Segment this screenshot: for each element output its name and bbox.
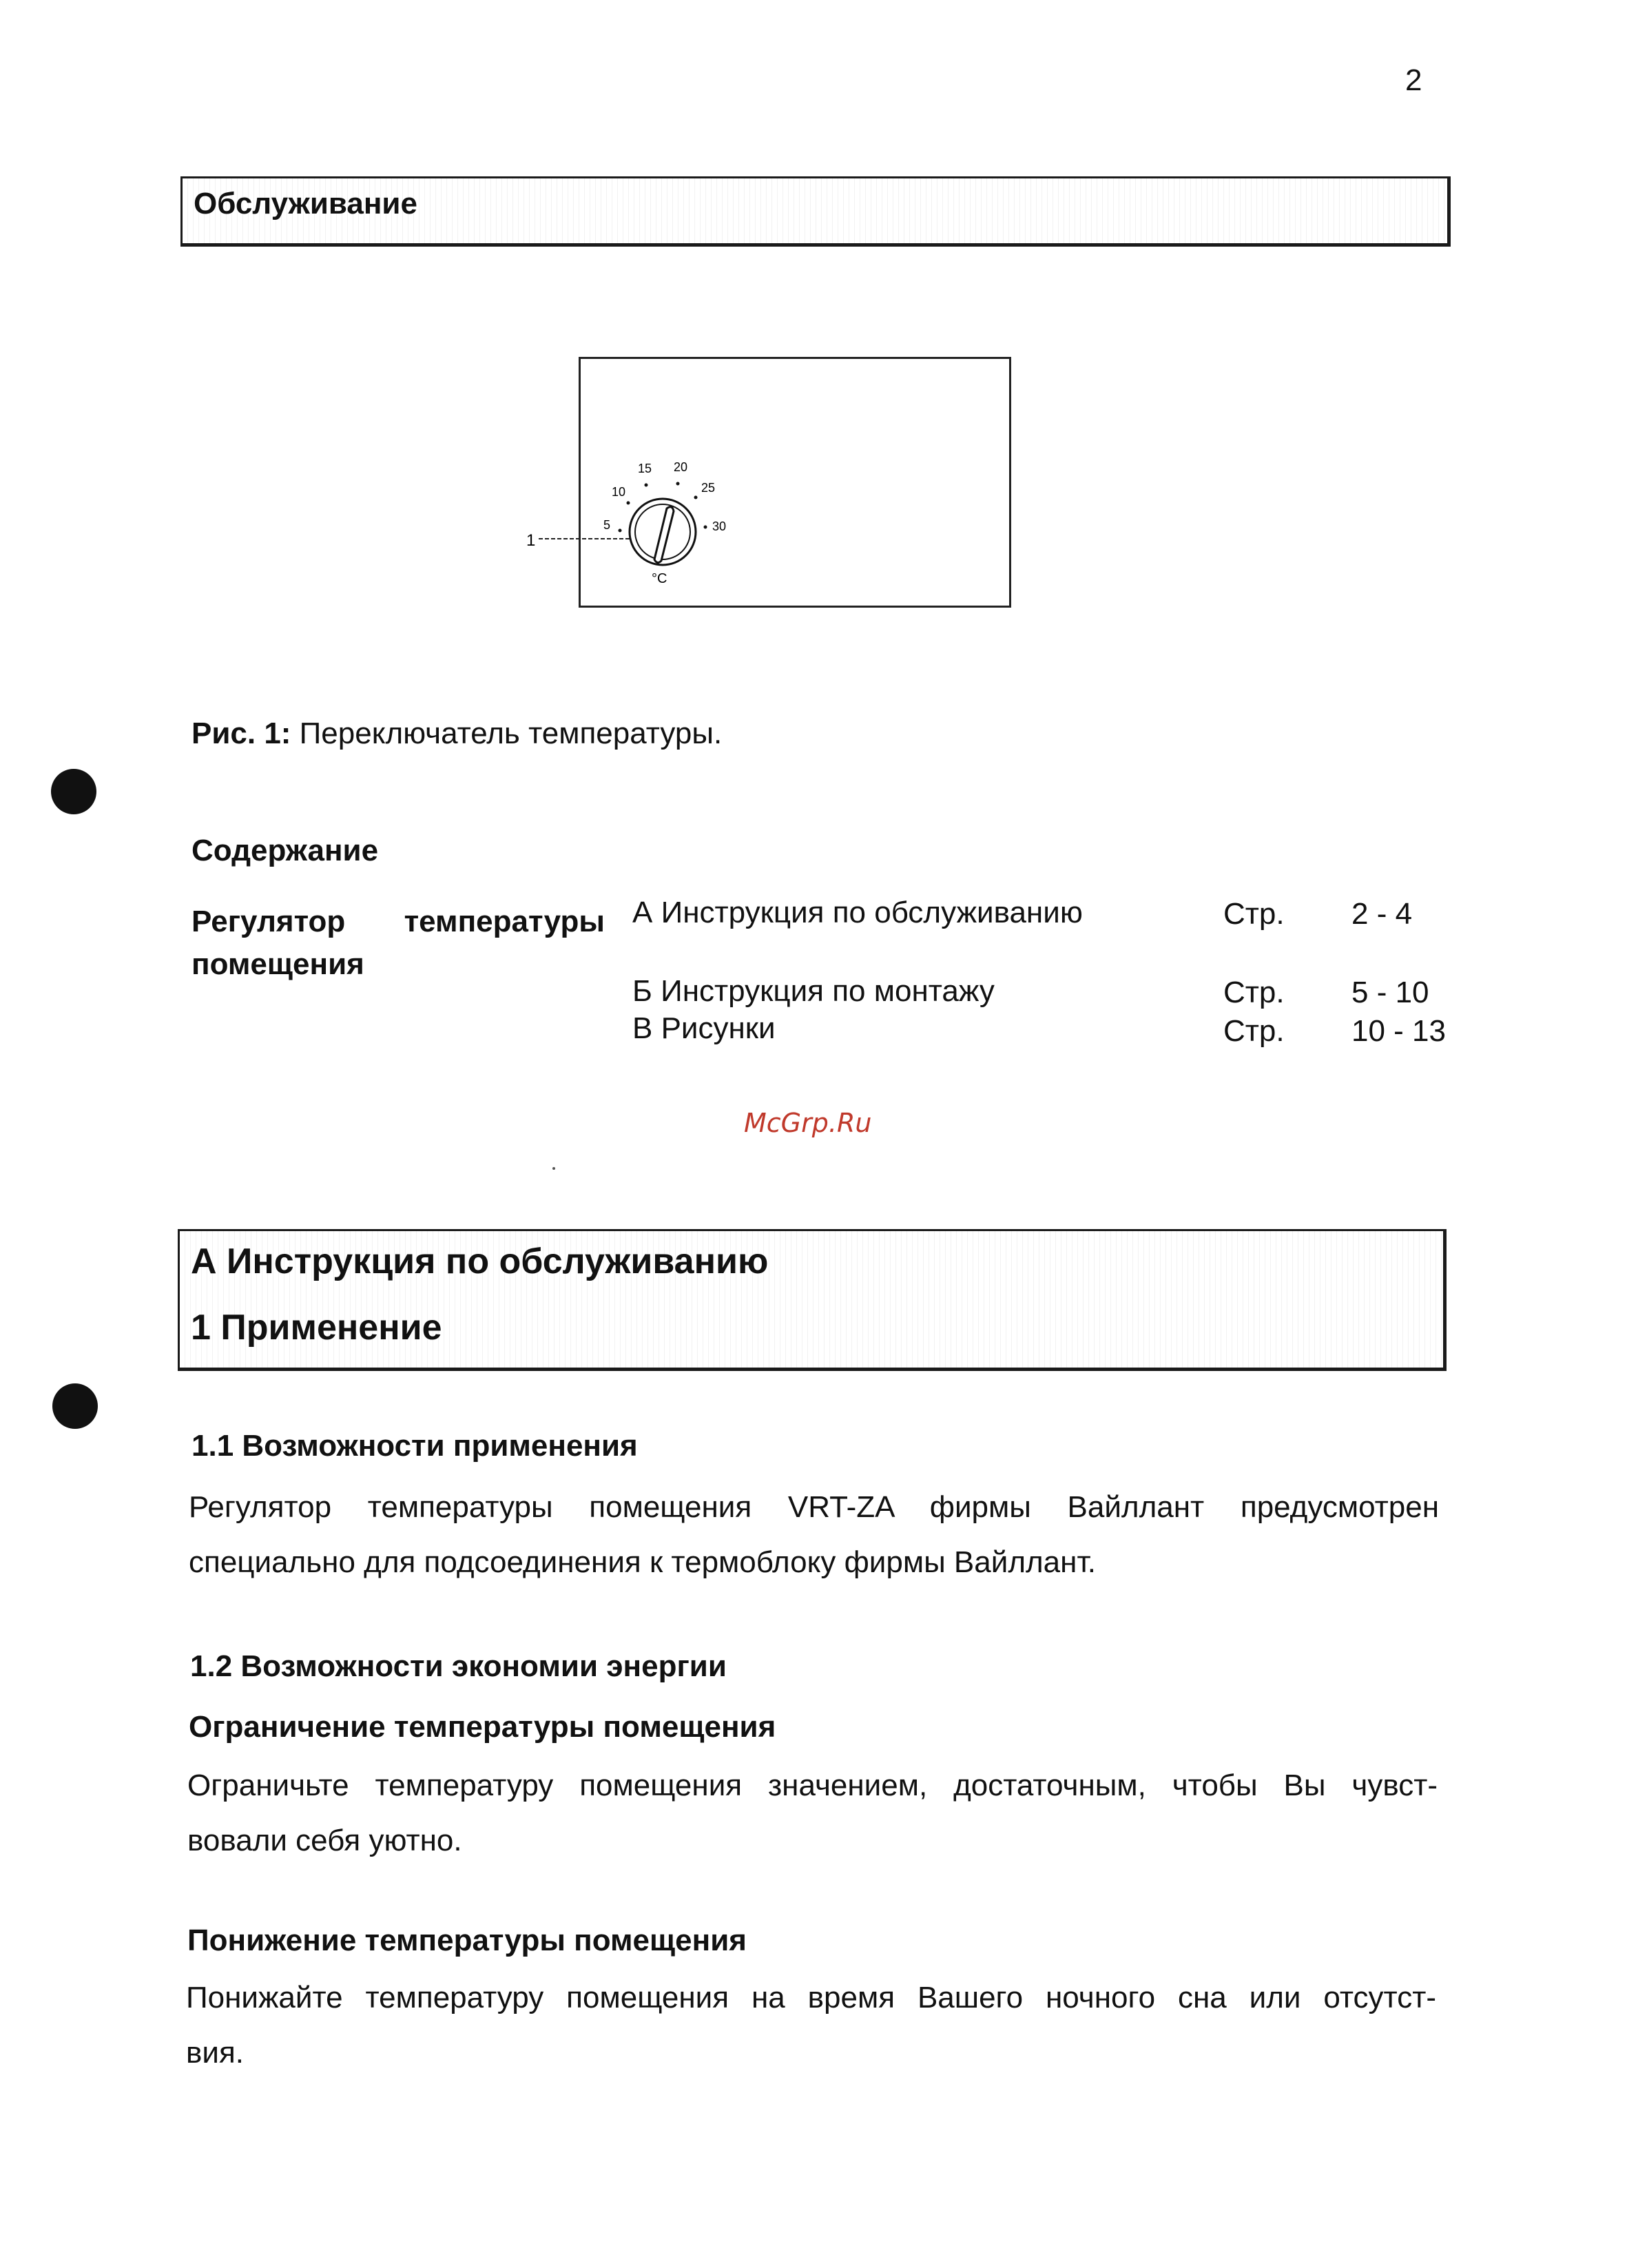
section-box	[178, 1229, 1447, 1371]
scale-label-15: 15	[638, 462, 652, 475]
section-title-1: 1 Применение	[191, 1308, 442, 1348]
heading-1-1: 1.1 Возможности применения	[191, 1429, 638, 1463]
section-title-a: А Инструкция по обслуживанию	[191, 1241, 769, 1281]
paragraph-line: специально для подсоединения к термоблоку фирмы Вайллант.	[189, 1545, 1096, 1579]
paragraph-line: Регулятор температуры помещения VRT-ZA фирмы Вайллант предусмотрен	[189, 1490, 1439, 1524]
toc-item-pages: 10 - 13	[1351, 1014, 1446, 1048]
caption-text: Переключатель температуры.	[291, 717, 723, 750]
toc-label-line2: помещения	[191, 947, 364, 981]
margin-bullet	[51, 769, 96, 814]
heading-lower: Понижение температуры помещения	[187, 1924, 747, 1957]
thermostat-dial-figure	[510, 441, 785, 606]
paragraph-line: Понижайте температуру помещения на время Вашего ночного сна или отсутст-	[186, 1981, 1436, 2014]
header-box	[180, 176, 1451, 247]
figure-caption	[191, 717, 722, 751]
callout-number: 1	[526, 531, 536, 550]
toc-label-line1: Регулятор температуры	[191, 905, 605, 938]
toc-item-name: В Рисунки	[632, 1011, 776, 1045]
header-title: Обслуживание	[194, 187, 417, 220]
toc-item-page-word: Стр.	[1223, 1014, 1285, 1048]
unit-label: °C	[652, 571, 667, 586]
paragraph-line: Ограничьте температуру помещения значением, достаточным, чтобы Вы чувст-	[187, 1769, 1438, 1802]
paragraph-line: вия.	[186, 2036, 245, 2070]
heading-limit: Ограничение температуры помещения	[189, 1710, 776, 1744]
scale-label-20: 20	[674, 460, 688, 474]
scale-label-30: 30	[712, 519, 727, 533]
toc-item-name: Б Инструкция по монтажу	[632, 974, 995, 1008]
paragraph-line: вовали себя уютно.	[187, 1824, 462, 1857]
scale-label-10: 10	[612, 485, 626, 499]
heading-1-2: 1.2 Возможности экономии энергии	[190, 1649, 727, 1683]
paragraph-1-1	[189, 1480, 1439, 1590]
toc-item-name: А Инструкция по обслуживанию	[632, 896, 1083, 929]
toc-item-pages: 2 - 4	[1351, 897, 1413, 931]
toc-title: Содержание	[191, 834, 379, 867]
caption-label: Рис. 1:	[191, 717, 291, 750]
toc-item-pages: 5 - 10	[1351, 976, 1429, 1009]
scan-speck	[552, 1167, 555, 1170]
page-number: 2	[1405, 63, 1422, 97]
paragraph-limit	[187, 1758, 1438, 1868]
margin-bullet	[52, 1383, 98, 1429]
paragraph-lower	[186, 1970, 1436, 2081]
scale-label-5: 5	[603, 518, 611, 532]
scale-label-25: 25	[701, 481, 716, 495]
watermark[interactable]: McGrp.Ru	[744, 1108, 872, 1138]
toc-item-page-word: Стр.	[1223, 897, 1285, 931]
toc-item-page-word: Стр.	[1223, 976, 1285, 1009]
